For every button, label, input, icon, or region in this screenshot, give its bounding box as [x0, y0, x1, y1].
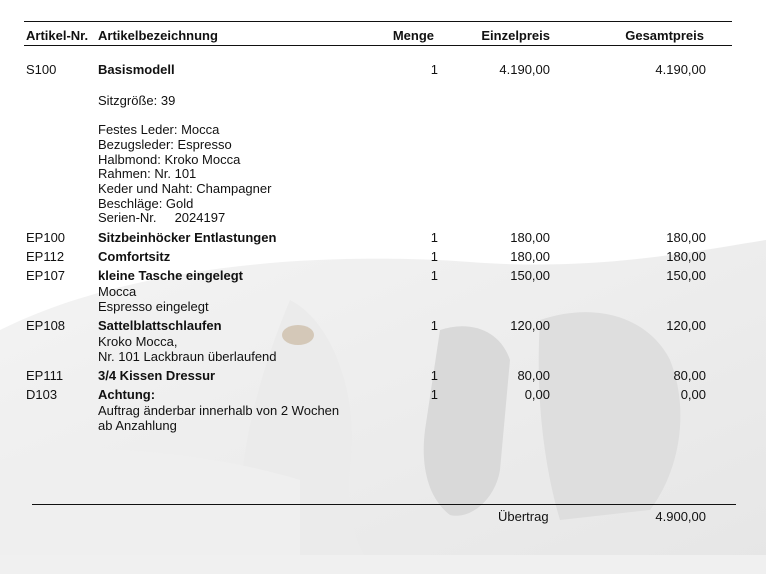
- total-price: 180,00: [666, 249, 706, 264]
- quantity: 1: [430, 368, 438, 383]
- quantity: 1: [430, 268, 438, 283]
- article-title: Sattelblattschlaufen: [98, 318, 222, 333]
- unit-price: 150,00: [510, 268, 550, 283]
- carry-over-label: Übertrag: [498, 509, 549, 524]
- article-title: Sitzbeinhöcker Entlastungen: [98, 230, 277, 245]
- article-number: D103: [26, 387, 58, 402]
- header-description: Artikelbezeichnung: [98, 28, 218, 43]
- header-article-no: Artikel-Nr.: [26, 28, 89, 43]
- carry-over-value: 4.900,00: [655, 509, 706, 524]
- unit-price: 120,00: [510, 318, 550, 333]
- unit-price: 180,00: [510, 230, 550, 245]
- detail-line: Nr. 101 Lackbraun überlaufend: [98, 349, 277, 364]
- article-title: 3/4 Kissen Dressur: [98, 368, 216, 383]
- top-rule: [24, 21, 732, 22]
- header-unit-price: Einzelpreis: [481, 28, 550, 43]
- header-rule: [24, 45, 732, 46]
- total-price: 120,00: [666, 318, 706, 333]
- detail-line: Serien-Nr. 2024197: [98, 210, 226, 225]
- detail-line: Rahmen: Nr. 101: [98, 166, 197, 181]
- detail-line: Bezugsleder: Espresso: [98, 137, 232, 152]
- quantity: 1: [430, 230, 438, 245]
- header-total-price: Gesamtpreis: [625, 28, 704, 43]
- footer-rule: [32, 504, 736, 505]
- total-price: 4.190,00: [655, 62, 706, 77]
- detail-line: Beschläge: Gold: [98, 196, 194, 211]
- total-price: 0,00: [680, 387, 706, 402]
- total-price: 80,00: [673, 368, 706, 383]
- article-title: Comfortsitz: [98, 249, 171, 264]
- article-number: EP107: [26, 268, 66, 283]
- detail-line: Espresso eingelegt: [98, 299, 209, 314]
- detail-line: Kroko Mocca,: [98, 334, 178, 349]
- detail-line: Sitzgröße: 39: [98, 93, 176, 108]
- unit-price: 0,00: [524, 387, 550, 402]
- quantity: 1: [430, 318, 438, 333]
- detail-line: ab Anzahlung: [98, 418, 177, 433]
- quantity: 1: [430, 249, 438, 264]
- detail-line: Keder und Naht: Champagner: [98, 181, 272, 196]
- article-number: EP112: [26, 249, 65, 264]
- unit-price: 180,00: [510, 249, 550, 264]
- detail-line: Mocca: [98, 284, 137, 299]
- quantity: 1: [430, 387, 438, 402]
- article-title: kleine Tasche eingelegt: [98, 268, 243, 283]
- total-price: 150,00: [666, 268, 706, 283]
- detail-line: Festes Leder: Mocca: [98, 122, 220, 137]
- article-number: EP111: [26, 368, 64, 383]
- article-number: EP100: [26, 230, 66, 245]
- article-number: S100: [26, 62, 57, 77]
- unit-price: 4.190,00: [499, 62, 550, 77]
- detail-line: Auftrag änderbar innerhalb von 2 Wochen: [98, 403, 340, 418]
- unit-price: 80,00: [517, 368, 550, 383]
- header-quantity: Menge: [392, 28, 434, 43]
- article-number: EP108: [26, 318, 66, 333]
- detail-line: Halbmond: Kroko Mocca: [98, 152, 241, 167]
- article-title: Basismodell: [98, 62, 175, 77]
- quantity: 1: [430, 62, 438, 77]
- total-price: 180,00: [666, 230, 706, 245]
- article-title: Achtung:: [98, 387, 156, 402]
